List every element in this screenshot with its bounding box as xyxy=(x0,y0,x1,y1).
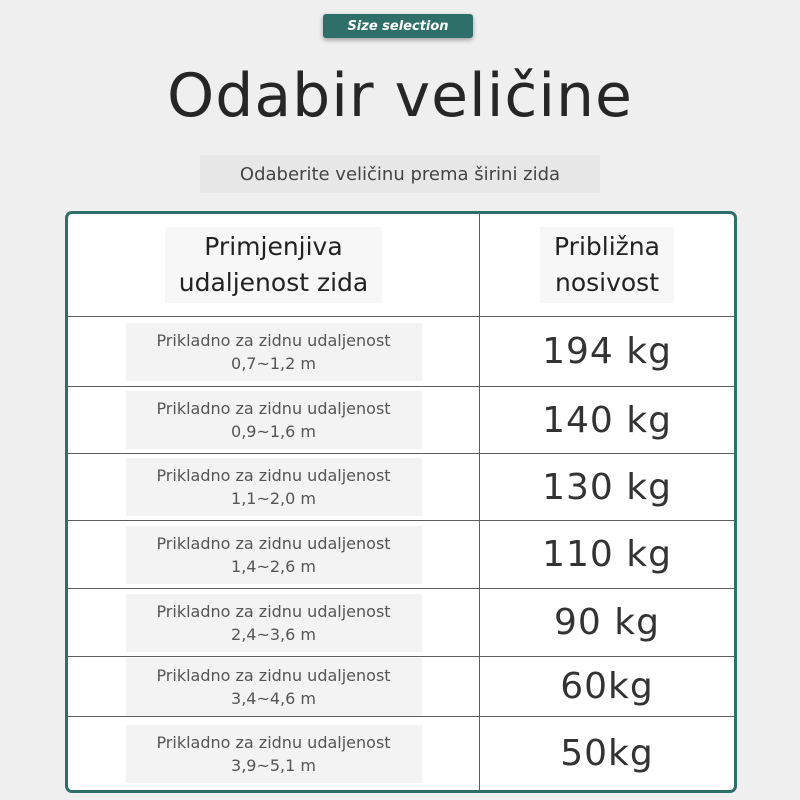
distance-box xyxy=(126,725,422,783)
header-right-line1: Približna xyxy=(554,232,660,261)
table-header-row xyxy=(68,214,734,316)
distance-label: Prikladno za zidnu udaljenost xyxy=(156,399,391,418)
distance-box xyxy=(126,323,422,381)
distance-range: 3,9~5,1 m xyxy=(231,755,316,775)
header-cell-wall-distance xyxy=(68,214,480,316)
header-right-line2: nosivost xyxy=(554,268,659,297)
distance-cell xyxy=(68,657,480,716)
table-row xyxy=(68,316,734,386)
page-title: Odabir veličine xyxy=(167,61,633,131)
header-left-line1: Primjenjiva xyxy=(204,232,343,261)
load-cell xyxy=(480,387,734,453)
distance-range: 2,4~3,6 m xyxy=(231,624,316,644)
load-value: 50kg xyxy=(560,733,654,774)
load-cell xyxy=(480,454,734,520)
load-value: 130 kg xyxy=(542,466,672,508)
load-value: 60kg xyxy=(560,666,654,707)
load-value: 194 kg xyxy=(542,331,672,372)
load-cell xyxy=(480,717,734,790)
distance-range: 1,4~2,6 m xyxy=(231,556,316,576)
distance-box xyxy=(126,594,422,652)
header-load-capacity-text xyxy=(540,227,674,303)
distance-cell xyxy=(68,317,480,386)
distance-box xyxy=(126,458,422,516)
size-selection-badge: Size selection xyxy=(323,14,473,38)
size-table xyxy=(65,211,737,793)
load-cell xyxy=(480,521,734,588)
header-cell-load-capacity xyxy=(480,214,734,316)
distance-range: 0,7~1,2 m xyxy=(231,353,316,373)
distance-label: Prikladno za zidnu udaljenost xyxy=(156,665,391,685)
distance-label: Prikladno za zidnu udaljenost xyxy=(156,533,391,553)
distance-label: Prikladno za zidnu udaljenost xyxy=(156,466,391,485)
distance-box xyxy=(126,526,422,584)
distance-cell xyxy=(68,717,480,790)
load-value: 110 kg xyxy=(542,534,672,575)
distance-label: Prikladno za zidnu udaljenost xyxy=(156,601,391,621)
table-row xyxy=(68,716,734,790)
table-row xyxy=(68,588,734,656)
distance-range: 3,4~4,6 m xyxy=(231,688,316,708)
load-value: 140 kg xyxy=(542,399,672,441)
table-row xyxy=(68,520,734,588)
distance-range: 1,1~2,0 m xyxy=(231,489,316,508)
distance-cell xyxy=(68,589,480,656)
page-subtitle: Odaberite veličinu prema širini zida xyxy=(200,155,600,193)
distance-label: Prikladno za zidnu udaljenost xyxy=(156,330,391,350)
load-cell xyxy=(480,317,734,386)
distance-cell xyxy=(68,387,480,453)
distance-cell xyxy=(68,521,480,588)
distance-range: 0,9~1,6 m xyxy=(231,422,316,441)
load-cell xyxy=(480,589,734,656)
load-cell xyxy=(480,657,734,716)
distance-box xyxy=(126,391,422,449)
distance-box xyxy=(126,658,422,716)
load-value: 90 kg xyxy=(554,602,660,643)
distance-label: Prikladno za zidnu udaljenost xyxy=(156,732,391,752)
distance-cell xyxy=(68,454,480,520)
header-wall-distance-text xyxy=(165,227,382,303)
header-left-line2: udaljenost zida xyxy=(178,268,369,297)
table-row xyxy=(68,386,734,453)
table-row xyxy=(68,453,734,520)
table-row xyxy=(68,656,734,716)
